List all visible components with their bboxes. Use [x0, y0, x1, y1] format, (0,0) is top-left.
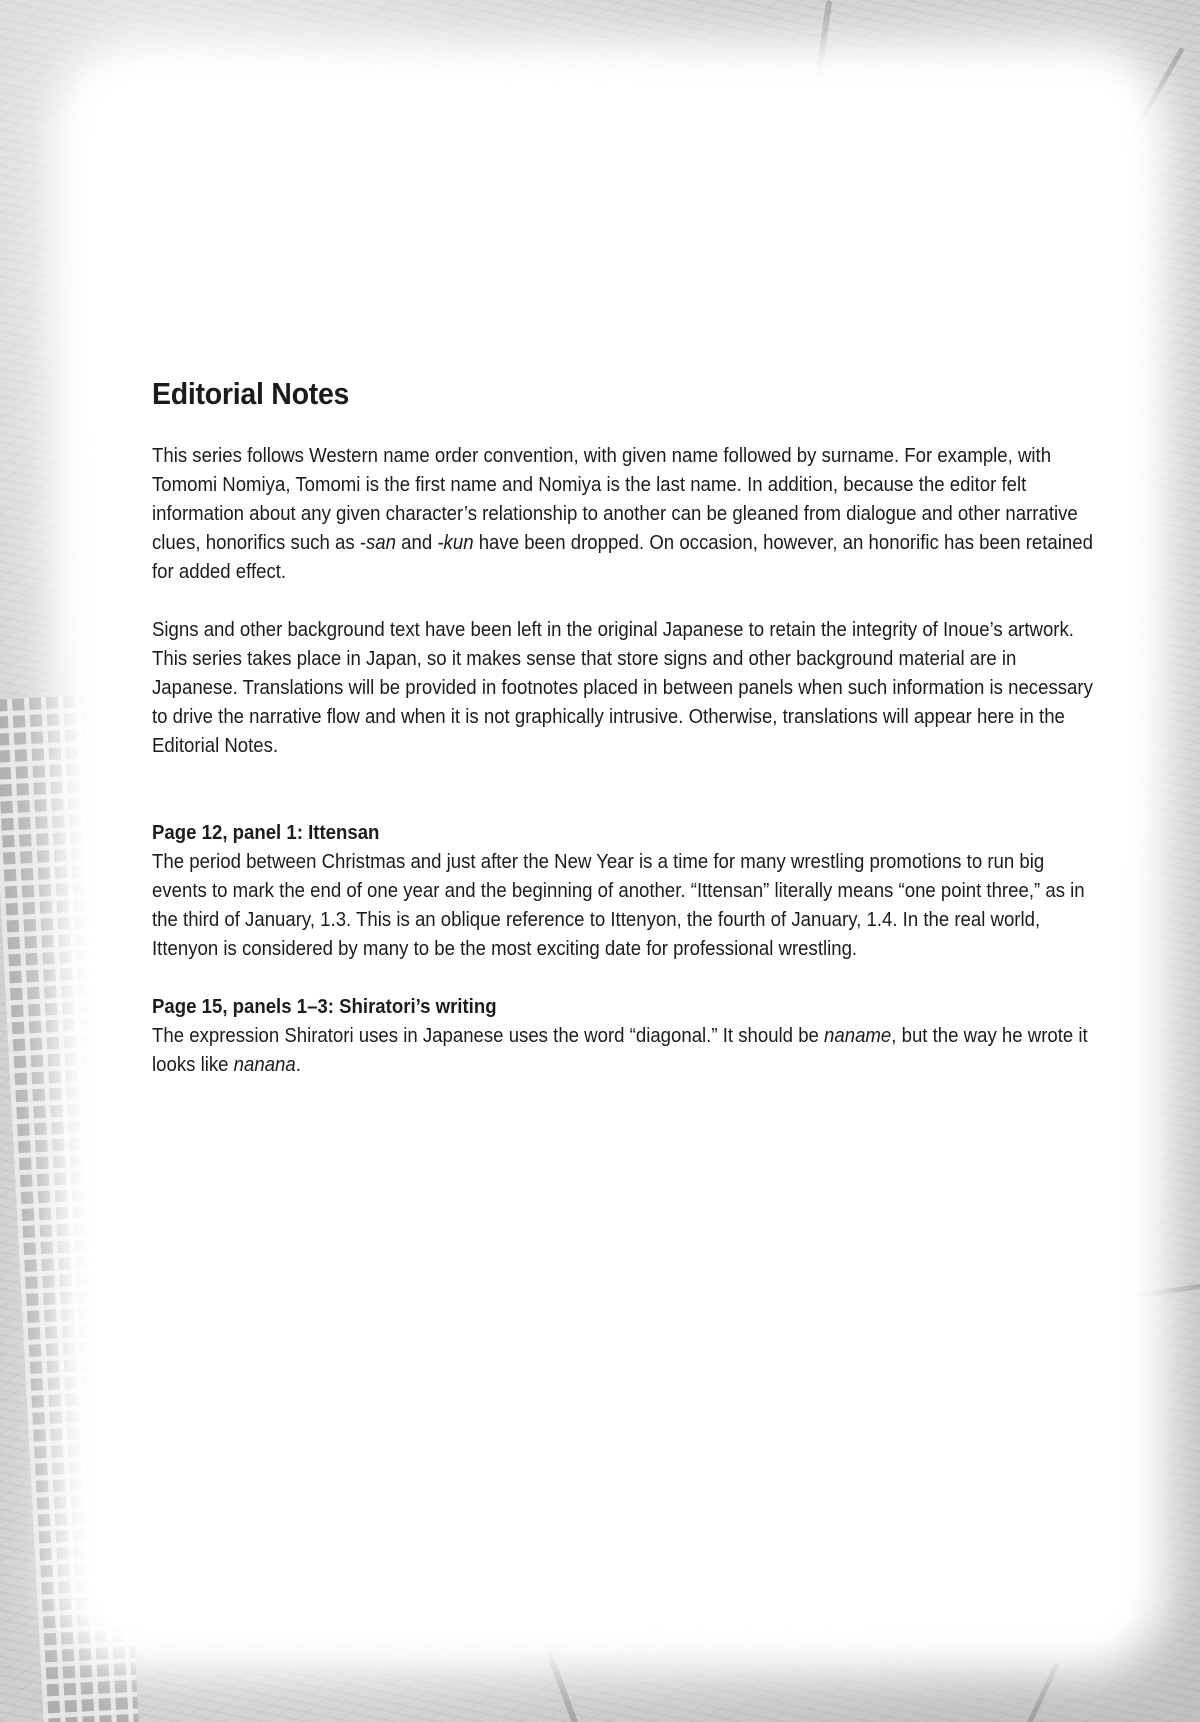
note-shiratori-writing [152, 993, 1102, 1080]
name-order-paragraph [152, 442, 1101, 587]
grunge-streak [1025, 1662, 1059, 1722]
paragraph-text: This series follows Western name order convention, with given name followed by surname. For example, with Tomomi Nomiya, Tomomi is the first name and Nomiya is the last name. In addition, because the editor felt information about any given character’s relationship to another can be gleaned from dialogue and other narrative clues, honorifics such as [152, 445, 1078, 554]
grunge-streak [1120, 47, 1184, 153]
note-body [152, 1022, 1101, 1080]
page-title: Editorial Notes [152, 376, 350, 411]
note-ittensan [152, 819, 1102, 964]
term-naname: naname [824, 1025, 892, 1047]
editorial-notes-content [152, 376, 1102, 1080]
note-text: . [295, 1054, 301, 1076]
note-heading: Page 12, panel 1: Ittensan [152, 822, 380, 844]
signs-paragraph: Signs and other background text have been left in the original Japanese to retain the integrity of Inoue’s artwork. This series takes place in Japan, so it makes sense that store signs and other background material are in Japanese. Translations will be provided in footnotes placed in between panels when such information is necessary to drive the narrative flow and when it is not graphically intrusive. Otherwise, translations will appear here in the Editorial Notes. [152, 619, 1093, 757]
spacer [152, 964, 1102, 993]
note-body: The period between Christmas and just after the New Year is a time for many wrestling promotions to run big events to mark the end of one year and the beginning of another. “Ittensan” literally means “one point three,” as in the third of January, 1.3. This is an oblique reference to Ittenyon, the fourth of January, 1.4. In the real world, Ittenyon is considered by many to be the most exciting date for professional wrestling. [152, 851, 1085, 960]
note-text: The expression Shiratori uses in Japanese uses the word “diagonal.” It should be [152, 1025, 825, 1047]
spacer [152, 761, 1102, 819]
paragraph-text: have been dropped. On occasion, however, an honorific has been retained for added effect. [152, 532, 1093, 583]
note-text: , but the way he wrote it looks like [152, 1025, 1088, 1076]
grunge-streak [814, 0, 832, 90]
term-nanana: nanana [233, 1054, 296, 1076]
honorific-san: -san [359, 532, 396, 554]
honorific-kun: -kun [437, 532, 474, 554]
note-heading: Page 15, panels 1–3: Shiratori’s writing [152, 996, 497, 1018]
grunge-streak [547, 1651, 580, 1722]
paragraph-text: and [395, 532, 438, 554]
